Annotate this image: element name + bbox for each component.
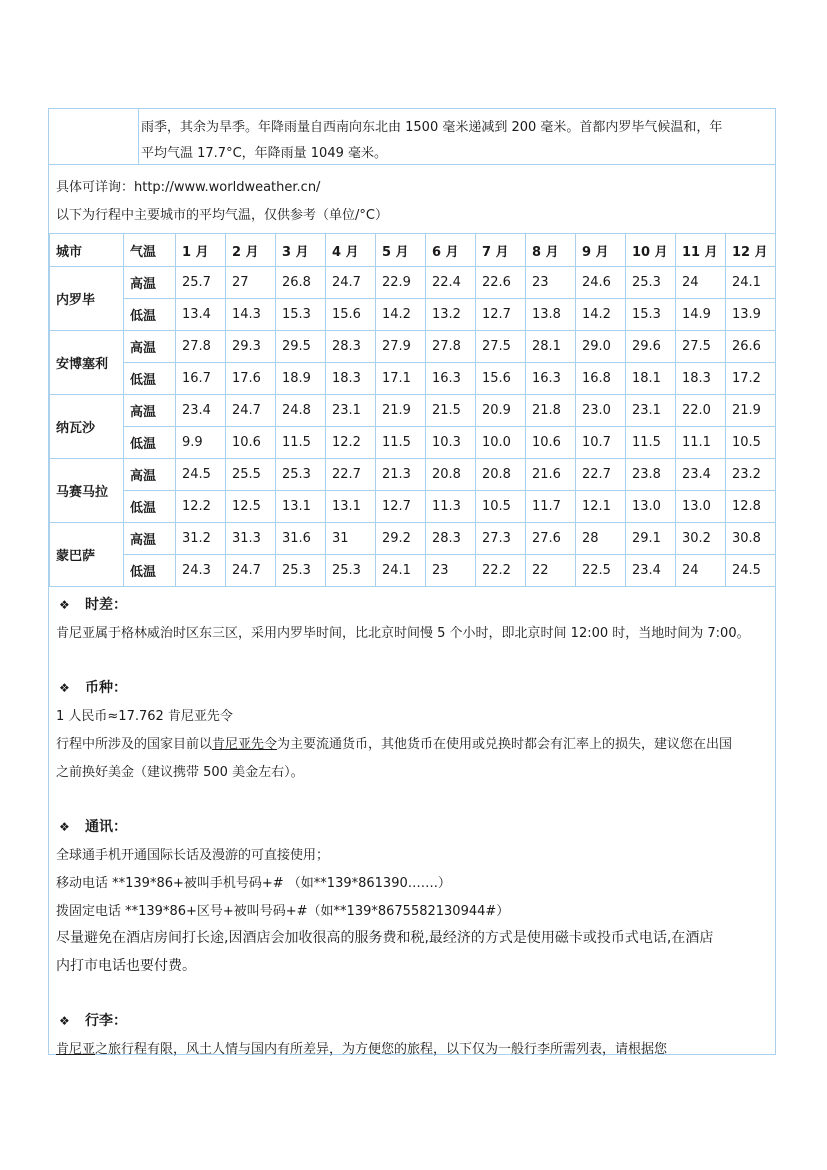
currency-line-2: 之前换好美金（建议携带 500 美金左右）。 [56,765,304,780]
temperature-value: 25.3 [326,555,376,587]
temperature-value: 28.3 [426,523,476,555]
kenya-shilling-link[interactable]: 肯尼亚先令 [212,737,278,752]
temperature-value: 21.3 [376,459,426,491]
city-name: 内罗毕 [50,267,124,331]
climate-line-2: 平均气温 17.7°C，年降雨量 1049 毫米。 [141,146,388,161]
bullet-icon: ❖ [59,598,70,612]
table-row [50,395,776,427]
temperature-value: 24.3 [176,555,226,587]
temperature-value: 24.1 [376,555,426,587]
temperature-value: 25.3 [626,267,676,299]
temperature-value: 13.1 [326,491,376,523]
low-temp-label: 低温 [124,427,176,459]
high-temp-label: 高温 [124,395,176,427]
temperature-value: 12.8 [726,491,776,523]
temperature-value: 16.8 [576,363,626,395]
temperature-value: 10.7 [576,427,626,459]
temperature-value: 20.8 [426,459,476,491]
table-row [50,299,776,331]
table-header-cell: 城市 [50,234,124,267]
temperature-value: 14.3 [226,299,276,331]
temperature-value: 11.1 [676,427,726,459]
temperature-value: 12.2 [326,427,376,459]
temperature-value: 21.9 [726,395,776,427]
temperature-value: 31.6 [276,523,326,555]
temperature-value: 27 [226,267,276,299]
climate-row [49,109,775,165]
temperature-value: 29.0 [576,331,626,363]
table-header-cell: 3 月 [276,234,326,267]
temperature-value: 15.6 [326,299,376,331]
table-header-cell: 10 月 [626,234,676,267]
table-header-cell: 9 月 [576,234,626,267]
temperature-value: 30.8 [726,523,776,555]
temperature-value: 23.8 [626,459,676,491]
temperature-value: 18.3 [326,363,376,395]
weather-details-link-text: 具体可详询：http://www.worldweather.cn/ [56,180,321,195]
temperature-value: 25.7 [176,267,226,299]
temperature-value: 14.2 [576,299,626,331]
currency-line-1: 行程中所涉及的国家目前以肯尼亚先令为主要流通货币，其他货币在使用或兑换时都会有汇率上的损失，建议您在出国 [56,737,733,752]
temperature-value: 17.1 [376,363,426,395]
temperature-value: 22.7 [576,459,626,491]
temperature-value: 25.3 [276,555,326,587]
table-header-cell: 4 月 [326,234,376,267]
temperature-value: 13.9 [726,299,776,331]
temperature-value: 24 [676,267,726,299]
table-header-cell: 8 月 [526,234,576,267]
temperature-value: 21.5 [426,395,476,427]
temperature-value: 27.5 [676,331,726,363]
temperature-value: 22.4 [426,267,476,299]
temperature-value: 24.7 [226,555,276,587]
temperature-value: 24.8 [276,395,326,427]
table-row [50,491,776,523]
bullet-icon: ❖ [59,820,70,834]
comm-line-5: 内打市电话也要付费。 [56,958,196,974]
comm-line-3: 拨固定电话 **139*86+区号+被叫号码+#（如**139*8675582130944#） [56,904,510,919]
temperature-value: 21.9 [376,395,426,427]
low-temp-label: 低温 [124,555,176,587]
temperature-value: 22.2 [476,555,526,587]
climate-label-cell [49,109,139,164]
temperature-value: 29.1 [626,523,676,555]
temperature-value: 22.7 [326,459,376,491]
temperature-value: 21.6 [526,459,576,491]
temperature-value: 11.5 [276,427,326,459]
table-header-cell: 1 月 [176,234,226,267]
temperature-value: 31.3 [226,523,276,555]
luggage-line-1: 肯尼亚之旅行程有限，风土人情与国内有所差异，为方便您的旅程，以下仅为一般行李所需列表，请根据您 [56,1042,668,1057]
city-name: 纳瓦沙 [50,395,124,459]
temperature-value: 27.9 [376,331,426,363]
temperature-value: 18.1 [626,363,676,395]
comm-line-1: 全球通手机开通国际长话及漫游的可直接使用； [56,848,330,863]
temperature-value: 23.4 [676,459,726,491]
temperature-value: 15.3 [626,299,676,331]
temperature-value: 12.1 [576,491,626,523]
high-temp-label: 高温 [124,267,176,299]
temperature-value: 25.5 [226,459,276,491]
temperature-value: 10.5 [476,491,526,523]
city-name: 蒙巴萨 [50,523,124,587]
table-row [50,331,776,363]
temperature-value: 22 [526,555,576,587]
temperature-value: 23 [426,555,476,587]
temperature-value: 15.6 [476,363,526,395]
temperature-value: 27.5 [476,331,526,363]
temperature-value: 27.6 [526,523,576,555]
temperature-value: 12.7 [376,491,426,523]
comm-line-2: 移动电话 **139*86+被叫手机号码+# （如**139*861390…….） [56,876,451,891]
kenya-link[interactable]: 肯尼亚 [56,1042,96,1057]
table-header-cell: 7 月 [476,234,526,267]
temperature-value: 9.9 [176,427,226,459]
temperature-value: 22.6 [476,267,526,299]
temperature-value: 28 [576,523,626,555]
timezone-text: 肯尼亚属于格林威治时区东三区，采用内罗毕时间，比北京时间慢 5 个小时，即北京时间 12:00 时，当地时间为 7:00。 [56,626,750,641]
temperature-value: 22.9 [376,267,426,299]
temperature-value: 16.3 [526,363,576,395]
temperature-value: 27.3 [476,523,526,555]
temperature-value: 16.7 [176,363,226,395]
city-name: 安博塞利 [50,331,124,395]
temperature-value: 13.1 [276,491,326,523]
temperature-value: 13.0 [676,491,726,523]
temperature-value: 23.2 [726,459,776,491]
temperature-value: 18.3 [676,363,726,395]
table-header-cell: 6 月 [426,234,476,267]
high-temp-label: 高温 [124,523,176,555]
temperature-value: 10.6 [526,427,576,459]
temperature-value: 15.3 [276,299,326,331]
temperature-value: 13.8 [526,299,576,331]
temperature-value: 29.5 [276,331,326,363]
temperature-value: 17.6 [226,363,276,395]
temperature-value: 26.6 [726,331,776,363]
bullet-icon: ❖ [59,1014,70,1028]
temperature-value: 11.3 [426,491,476,523]
temperature-value: 11.7 [526,491,576,523]
temperature-value: 25.3 [276,459,326,491]
table-row [50,363,776,395]
temperature-value: 10.0 [476,427,526,459]
climate-description [141,115,769,167]
temperature-value: 29.6 [626,331,676,363]
table-row [50,267,776,299]
temperature-value: 28.3 [326,331,376,363]
table-row [50,459,776,491]
temperature-value: 18.9 [276,363,326,395]
temperature-value: 29.2 [376,523,426,555]
timezone-heading: ❖ 时差： [59,597,127,613]
temperature-value: 12.2 [176,491,226,523]
temperature-value: 11.5 [626,427,676,459]
temperature-value: 28.1 [526,331,576,363]
table-header-cell: 11 月 [676,234,726,267]
temperature-value: 23.1 [326,395,376,427]
temperature-value: 13.0 [626,491,676,523]
bullet-icon: ❖ [59,681,70,695]
temperature-table [49,233,776,587]
temperature-value: 27.8 [176,331,226,363]
temperature-intro: 以下为行程中主要城市的平均气温，仅供参考（单位/°C） [56,208,388,223]
climate-line-1: 雨季，其余为旱季。年降雨量自西南向东北由 1500 毫米递减到 200 毫米。首都内罗毕气候温和，年 [141,120,723,135]
temperature-value: 31 [326,523,376,555]
temperature-value: 23 [526,267,576,299]
temperature-value: 23.1 [626,395,676,427]
low-temp-label: 低温 [124,299,176,331]
temperature-value: 14.9 [676,299,726,331]
temperature-value: 24.5 [176,459,226,491]
temperature-value: 27.8 [426,331,476,363]
temperature-value: 21.8 [526,395,576,427]
currency-heading: ❖ 币种： [59,680,127,696]
table-header-cell: 2 月 [226,234,276,267]
temperature-value: 11.5 [376,427,426,459]
temperature-value: 13.4 [176,299,226,331]
luggage-heading: ❖ 行李： [59,1013,127,1029]
temperature-value: 10.3 [426,427,476,459]
temperature-value: 12.7 [476,299,526,331]
temperature-value: 12.5 [226,491,276,523]
table-row [50,427,776,459]
temperature-value: 29.3 [226,331,276,363]
temperature-value: 30.2 [676,523,726,555]
low-temp-label: 低温 [124,491,176,523]
document-page [48,108,776,1055]
temperature-value: 23.4 [626,555,676,587]
table-header-cell: 12 月 [726,234,776,267]
temperature-value: 24.7 [326,267,376,299]
table-header-cell: 5 月 [376,234,426,267]
table-row [50,523,776,555]
low-temp-label: 低温 [124,363,176,395]
temperature-value: 24.7 [226,395,276,427]
temperature-value: 16.3 [426,363,476,395]
comm-line-4: 尽量避免在酒店房间打长途,因酒店会加收很高的服务费和税,最经济的方式是使用磁卡或投币式电话,在酒店 [56,930,714,946]
temperature-value: 10.6 [226,427,276,459]
temperature-value: 17.2 [726,363,776,395]
temperature-value: 23.4 [176,395,226,427]
temperature-value: 14.2 [376,299,426,331]
temperature-value: 22.5 [576,555,626,587]
temperature-value: 22.0 [676,395,726,427]
temperature-value: 24.6 [576,267,626,299]
high-temp-label: 高温 [124,459,176,491]
temperature-value: 20.9 [476,395,526,427]
temperature-value: 13.2 [426,299,476,331]
temperature-value: 23.0 [576,395,626,427]
currency-rate: 1 人民币≈17.762 肯尼亚先令 [56,709,233,724]
table-row [50,555,776,587]
temperature-value: 31.2 [176,523,226,555]
temperature-value: 24.1 [726,267,776,299]
high-temp-label: 高温 [124,331,176,363]
table-header-cell: 气温 [124,234,176,267]
temperature-value: 20.8 [476,459,526,491]
temperature-value: 26.8 [276,267,326,299]
city-name: 马赛马拉 [50,459,124,523]
communication-heading: ❖ 通讯： [59,819,127,835]
temperature-value: 10.5 [726,427,776,459]
temperature-value: 24 [676,555,726,587]
temperature-value: 24.5 [726,555,776,587]
